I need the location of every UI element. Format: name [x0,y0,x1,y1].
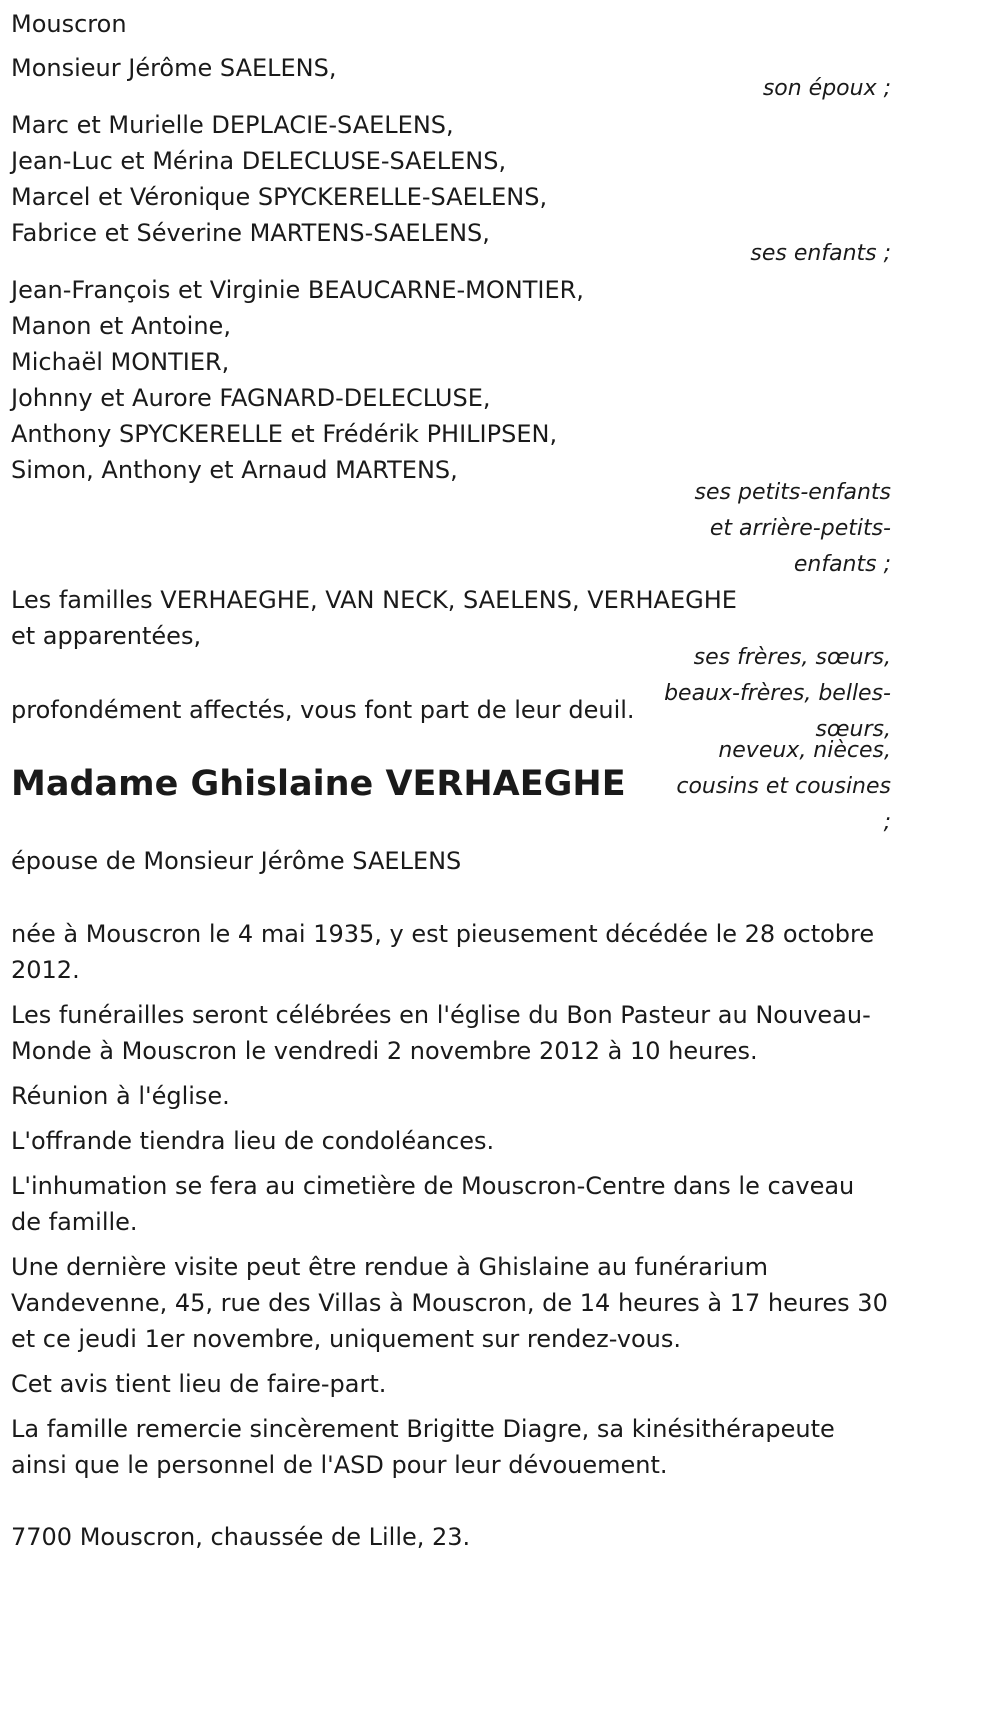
visit-paragraph: Une dernière visite peut être rendue à Ghislaine au funérarium Vandevenne, 45, rue des Villas à Mouscron, de 14 heures à 17 heures 30 et ce jeudi 1er novembre, uniquement sur rendez-vous. [11,1253,888,1353]
notice-paragraph: Cet avis tient lieu de faire-part. [11,1370,387,1398]
offering-paragraph: L'offrande tiendra lieu de condoléances. [11,1127,495,1155]
child-name: Marcel et Véronique SPYCKERELLE-SAELENS, [11,183,548,211]
families-relation-line: cousins et cousines [676,774,891,799]
children-relation: ses enfants ; [750,241,891,266]
grandchildren-relation-line: ses petits-enfants [694,480,891,505]
child-name: Fabrice et Séverine MARTENS-SAELENS, [11,219,490,247]
families-line: et apparentées, [11,622,202,650]
spouse-relation: son époux ; [762,76,891,101]
funeral-paragraph: Les funérailles seront célébrées en l'église du Bon Pasteur au Nouveau-Monde à Mouscron le vendredi 2 novembre 2012 à 10 heures. [11,1001,871,1065]
grandchild-name: Jean-François et Virginie BEAUCARNE-MONTIER, [11,276,584,304]
burial-paragraph: L'inhumation se fera au cimetière de Mouscron-Centre dans le caveau de famille. [11,1172,855,1236]
place-heading: Mouscron [11,10,127,38]
meeting-paragraph: Réunion à l'église. [11,1082,230,1110]
announcement-text: profondément affectés, vous font part de leur deuil. [11,696,635,724]
families-relation-line: ses frères, sœurs, [693,645,891,670]
families-relation-line: sœurs, [815,717,891,742]
grandchild-name: Johnny et Aurore FAGNARD-DELECLUSE, [11,384,491,412]
grandchild-name: Simon, Anthony et Arnaud MARTENS, [11,456,458,484]
families-line: Les familles VERHAEGHE, VAN NECK, SAELENS, VERHAEGHE [11,586,737,614]
families-relation-line: ; [883,810,891,835]
grandchild-name: Michaël MONTIER, [11,348,230,376]
grandchildren-relation-line: enfants ; [793,552,891,577]
deceased-name: Madame Ghislaine VERHAEGHE [11,764,626,804]
grandchild-name: Manon et Antoine, [11,312,231,340]
obituary-notice [11,0,891,1732]
grandchild-name: Anthony SPYCKERELLE et Frédérik PHILIPSEN, [11,420,558,448]
birth-death-paragraph: née à Mouscron le 4 mai 1935, y est pieusement décédée le 28 octobre 2012. [11,920,875,984]
spouse-of-text: épouse de Monsieur Jérôme SAELENS [11,847,462,875]
families-relation-line: neveux, nièces, [718,738,891,763]
address-text: 7700 Mouscron, chaussée de Lille, 23. [11,1523,471,1551]
child-name: Jean-Luc et Mérina DELECLUSE-SAELENS, [11,147,507,175]
grandchildren-relation-line: et arrière-petits- [709,516,891,541]
thanks-paragraph: La famille remercie sincèrement Brigitte Diagre, sa kinésithérapeute ainsi que le personnel de l'ASD pour leur dévouement. [11,1415,835,1479]
families-relation-line: beaux-frères, belles- [664,681,891,706]
child-name: Marc et Murielle DEPLACIE-SAELENS, [11,111,454,139]
spouse-name: Monsieur Jérôme SAELENS, [11,54,337,82]
